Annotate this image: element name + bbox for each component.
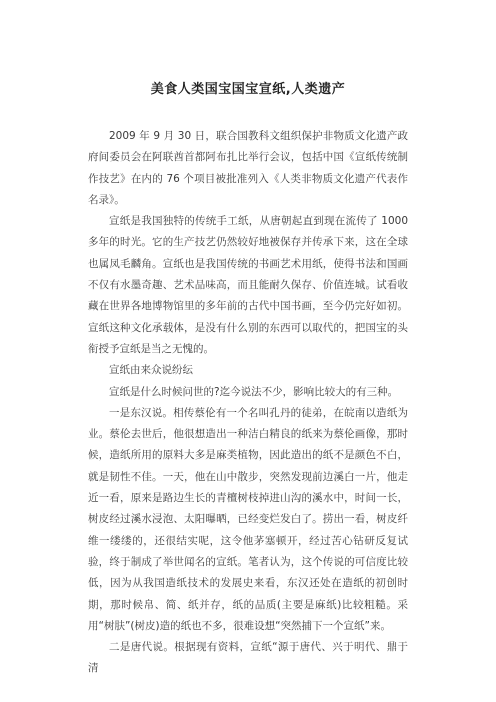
paragraph-intro: 2009 年 9 月 30 日，联合国教科文组织保护非物质文化遗产政府间委员会在阿联酋首都阿布扎比举行会议，包括中国《宣纸传统制作技艺》在内的 76 个项目被批准列入《人类非物质文化遗产代表作名录》。 [88,130,408,206]
document-title: 美食人类国宝国宝宣纸,人类遗产 [150,82,346,97]
paragraph-origin-question: 宣纸是什么时候问世的?迄今说法不少，影响比较大的有三种。 [109,385,399,398]
paragraph-tang-dynasty-theory: 二是唐代说。根据现有资料，宣纸“源于唐代、兴于明代、鼎于清 [88,641,408,675]
paragraph-eastern-han-theory: 一是东汉说。相传蔡伦有一个名叫孔丹的徒弟，在皖南以造纸为业。蔡伦去世后，他很想造出一种洁白精良的纸来为蔡伦画像，那时候，造纸所用的原料大多是麻类植物，因此造出的纸不是颜色不白，就是韧性不佳。一天，他在山中散步，突然发现前边溪白一片，他走近一看，原来是路边生长的青檀树枝掉进山沟的溪水中，时间一长，树皮经过溪水浸泡、太阳曝晒，已经变烂发白了。捞出一看，树皮纤维一缕缕的，还很结实呢，这令他茅塞顿开，经过苦心钻研反复试验，终于制成了举世闻名的宣纸。笔者认为，这个传说的可信度比较低，因为从我国造纸技术的发展史来看，东汉还处在造纸的初创时期，那时候帛、简、纸并存，纸的品质(主要是麻纸)比较粗糙。采用“树肤”(树皮)造的纸也不多，很难设想“突然捕下一个宣纸”来。 [88,406,408,632]
paragraph-xuan-paper-overview: 宣纸是我国独特的传统手工纸，从唐朝起直到现在流传了 1000 多年的时光。它的生产技艺仍然较好地被保存并传承下来，这在全球也属凤毛麟角。宣纸也是我国传统的书画艺术用纸，使得书法和国画不仅有水墨奇趣、艺术品味高，而且能耐久保存、价值连城。试看收藏在世界各地博物馆里的多年前的古代中国书画，至今仍完好如初。宣纸这种文化承载体，是没有什么别的东西可以取代的，把国宝的头衔授予宣纸是当之无愧的。 [88,215,408,355]
section-heading-origin: 宣纸由来众说纷纭 [109,364,193,377]
document-body [88,126,408,680]
